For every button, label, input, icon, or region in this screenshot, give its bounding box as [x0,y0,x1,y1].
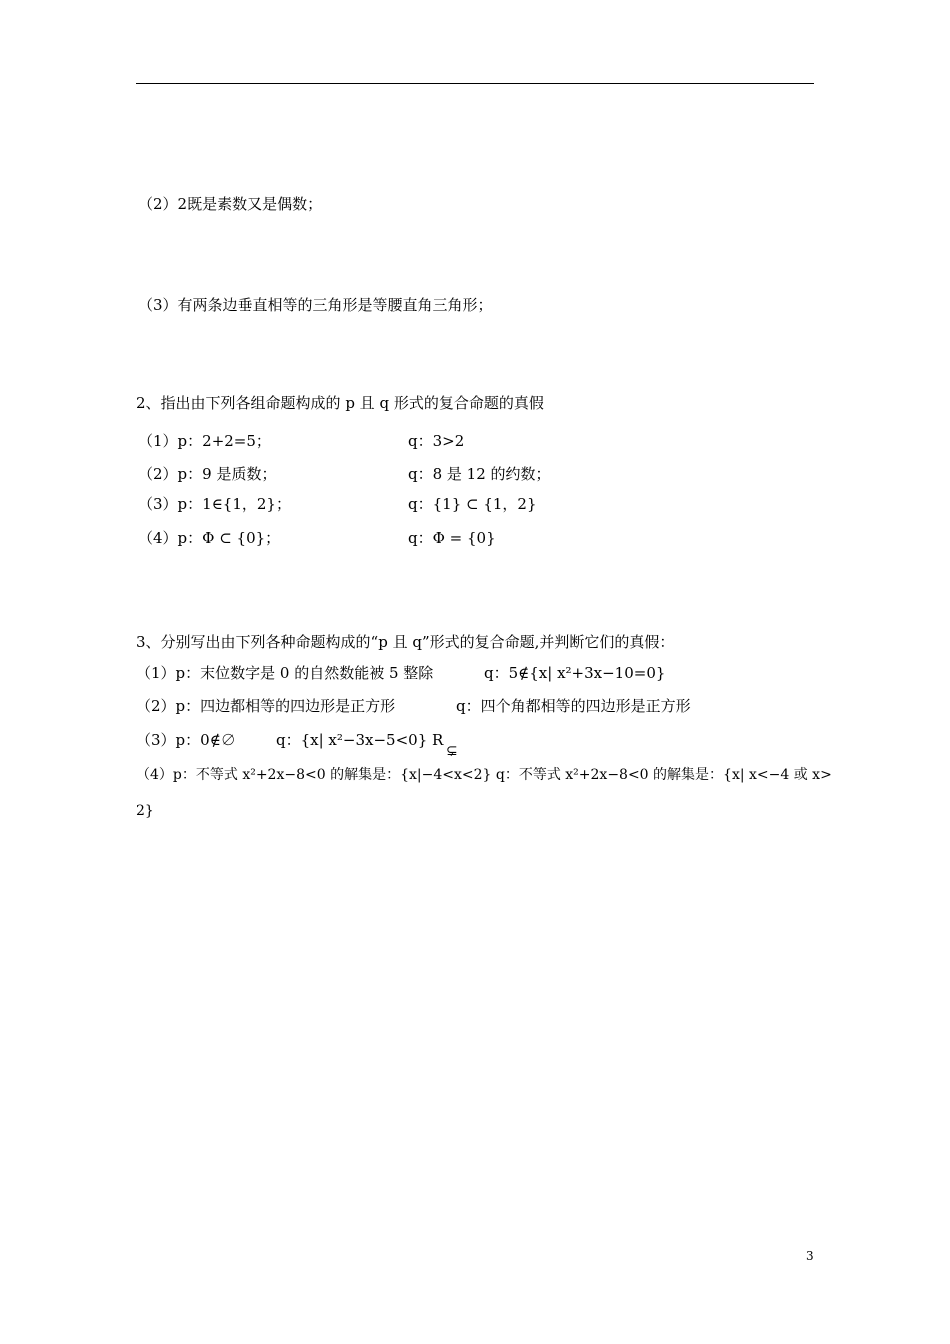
problem-2-row-4-p: （4）p：Φ ⊂ {0}； [138,529,281,547]
problem-3-row-4-line-2: 2} [136,803,154,819]
problem-3-row-1-q: q：5∉{x| x²+3x−10=0} [484,664,666,682]
problem-3-row-2-q: q：四个角都相等的四边形是正方形 [456,697,691,715]
problem-2-row-2-p: （2）p：9 是质数； [138,465,277,483]
problem-3-row-3-q: q：{x| x²−3x−5<0} R [276,731,444,749]
page-number: 3 [806,1249,814,1263]
problem-2-title: 2、指出由下列各组命题构成的 p 且 q 形式的复合命题的真假 [136,394,544,412]
problem-3-row-4-line-1: （4）p：不等式 x²+2x−8<0 的解集是：{x|−4<x<2} q：不等式 x²+2x−8<0 的解集是：{x| x<−4 或 x> [136,767,832,783]
problem-2-row-4-q: q：Φ = {0} [408,529,496,547]
problem-2-row-2-q: q：8 是 12 的约数； [408,465,551,483]
problem-1-item-2: （2）2既是素数又是偶数； [138,195,323,213]
problem-3-row-2-p: （2）p：四边都相等的四边形是正方形 [136,697,396,715]
problem-2-row-1-q: q：3>2 [408,432,465,450]
header-rule [136,83,814,84]
problem-3-title: 3、分别写出由下列各种命题构成的“p 且 q”形式的复合命题,并判断它们的真假： [136,633,675,651]
problem-2-row-3-p: （3）p：1∈{1，2}； [138,495,291,513]
problem-3-row-1-p: （1）p：末位数字是 0 的自然数能被 5 整除 [136,664,434,682]
problem-3-row-3-p: （3）p：0∉∅ [136,731,236,749]
problem-2-row-1-p: （1）p：2+2=5； [138,432,271,450]
proper-subset-symbol: ⊊ [446,743,458,759]
problem-1-item-3: （3）有两条边垂直相等的三角形是等腰直角三角形； [138,296,493,314]
problem-2-row-3-q: q：{1} ⊂ {1，2} [408,495,537,513]
